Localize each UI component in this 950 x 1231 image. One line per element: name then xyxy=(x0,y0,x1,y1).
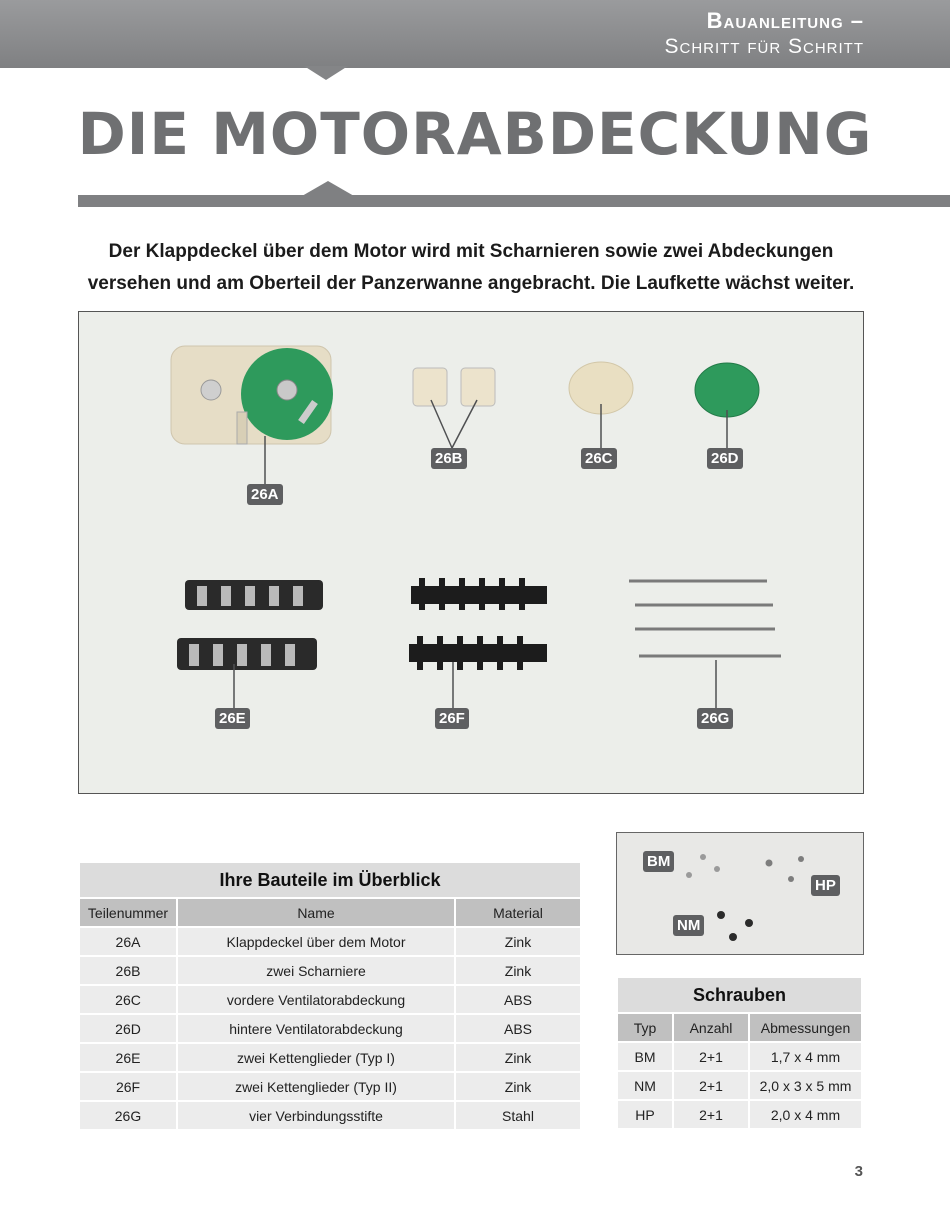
part-26f-links xyxy=(409,578,547,670)
cell-dimensions: 1,7 x 4 mm xyxy=(749,1042,862,1071)
screws-hp xyxy=(766,856,805,882)
cell-type: HP xyxy=(617,1100,673,1129)
label-26g: 26G xyxy=(697,708,733,729)
cell-material: Zink xyxy=(455,927,581,956)
series-title xyxy=(665,8,865,60)
label-bm: BM xyxy=(643,851,674,872)
cell-dimensions: 2,0 x 3 x 5 mm xyxy=(749,1071,862,1100)
screws-photo xyxy=(616,832,864,955)
part-26g-pins xyxy=(629,581,781,656)
screws-header-dimensions: Abmessungen xyxy=(749,1013,862,1042)
cell-name: zwei Kettenglieder (Typ I) xyxy=(177,1043,455,1072)
parts-table-caption: Ihre Bauteile im Überblick xyxy=(79,862,581,898)
screws-table-caption: Schrauben xyxy=(617,977,862,1013)
cell-count: 2+1 xyxy=(673,1071,749,1100)
cell-number: 26C xyxy=(79,985,177,1014)
parts-header-number: Teilenummer xyxy=(79,898,177,927)
label-nm: NM xyxy=(673,915,704,936)
cell-number: 26A xyxy=(79,927,177,956)
header-bar xyxy=(0,0,950,68)
parts-photo xyxy=(78,311,864,794)
table-row xyxy=(79,985,581,1014)
cell-material: Zink xyxy=(455,1072,581,1101)
part-26d-cover xyxy=(695,363,759,417)
cell-material: Zink xyxy=(455,956,581,985)
cell-name: zwei Scharniere xyxy=(177,956,455,985)
series-line-1: Bauanleitung – xyxy=(706,8,864,33)
label-26a: 26A xyxy=(247,484,283,505)
table-row xyxy=(79,927,581,956)
table-row xyxy=(617,1100,862,1129)
table-row xyxy=(79,1101,581,1130)
cell-count: 2+1 xyxy=(673,1042,749,1071)
cell-name: vier Verbindungsstifte xyxy=(177,1101,455,1130)
parts-illustration xyxy=(79,312,863,793)
label-26e: 26E xyxy=(215,708,250,729)
leader-lines-top xyxy=(265,400,727,484)
page-title: DIE MOTORABDECKUNG xyxy=(77,100,873,168)
header-notch xyxy=(304,66,348,80)
cell-material: ABS xyxy=(455,985,581,1014)
part-26b-hinge-2 xyxy=(461,368,495,406)
part-26b-hinge-1 xyxy=(413,368,447,406)
series-line-2: Schritt für Schritt xyxy=(664,35,864,58)
page-number: 3 xyxy=(854,1163,863,1180)
screws-header-count: Anzahl xyxy=(673,1013,749,1042)
label-26c: 26C xyxy=(581,448,617,469)
title-rule-peak xyxy=(302,181,354,196)
table-row xyxy=(79,1072,581,1101)
cell-material: Zink xyxy=(455,1043,581,1072)
screws-nm xyxy=(717,911,753,941)
label-26d: 26D xyxy=(707,448,743,469)
parts-header-material: Material xyxy=(455,898,581,927)
cell-number: 26B xyxy=(79,956,177,985)
table-row xyxy=(617,1071,862,1100)
table-row xyxy=(79,1014,581,1043)
label-26f: 26F xyxy=(435,708,469,729)
cell-number: 26G xyxy=(79,1101,177,1130)
cell-count: 2+1 xyxy=(673,1100,749,1129)
label-26b: 26B xyxy=(431,448,467,469)
table-row xyxy=(79,1043,581,1072)
cell-number: 26D xyxy=(79,1014,177,1043)
cell-type: NM xyxy=(617,1071,673,1100)
screws-bm xyxy=(686,854,720,878)
title-rule xyxy=(78,195,950,207)
cell-number: 26F xyxy=(79,1072,177,1101)
parts-table xyxy=(78,861,582,1131)
cell-material: ABS xyxy=(455,1014,581,1043)
cell-name: hintere Ventilatorabdeckung xyxy=(177,1014,455,1043)
screws-table xyxy=(616,976,863,1130)
cell-name: zwei Kettenglieder (Typ II) xyxy=(177,1072,455,1101)
table-row xyxy=(79,956,581,985)
intro-text: Der Klappdeckel über dem Motor wird mit Scharnieren sowie zwei Abdeckungen versehen und am Oberteil der Panzerwanne angebracht. Die Laufkette wächst weiter. xyxy=(87,241,855,294)
label-hp: HP xyxy=(811,875,840,896)
cell-type: BM xyxy=(617,1042,673,1071)
screws-header-type: Typ xyxy=(617,1013,673,1042)
table-row xyxy=(617,1042,862,1071)
parts-header-name: Name xyxy=(177,898,455,927)
cell-name: Klappdeckel über dem Motor xyxy=(177,927,455,956)
cell-dimensions: 2,0 x 4 mm xyxy=(749,1100,862,1129)
cell-number: 26E xyxy=(79,1043,177,1072)
cell-name: vordere Ventilatorabdeckung xyxy=(177,985,455,1014)
cell-material: Stahl xyxy=(455,1101,581,1130)
